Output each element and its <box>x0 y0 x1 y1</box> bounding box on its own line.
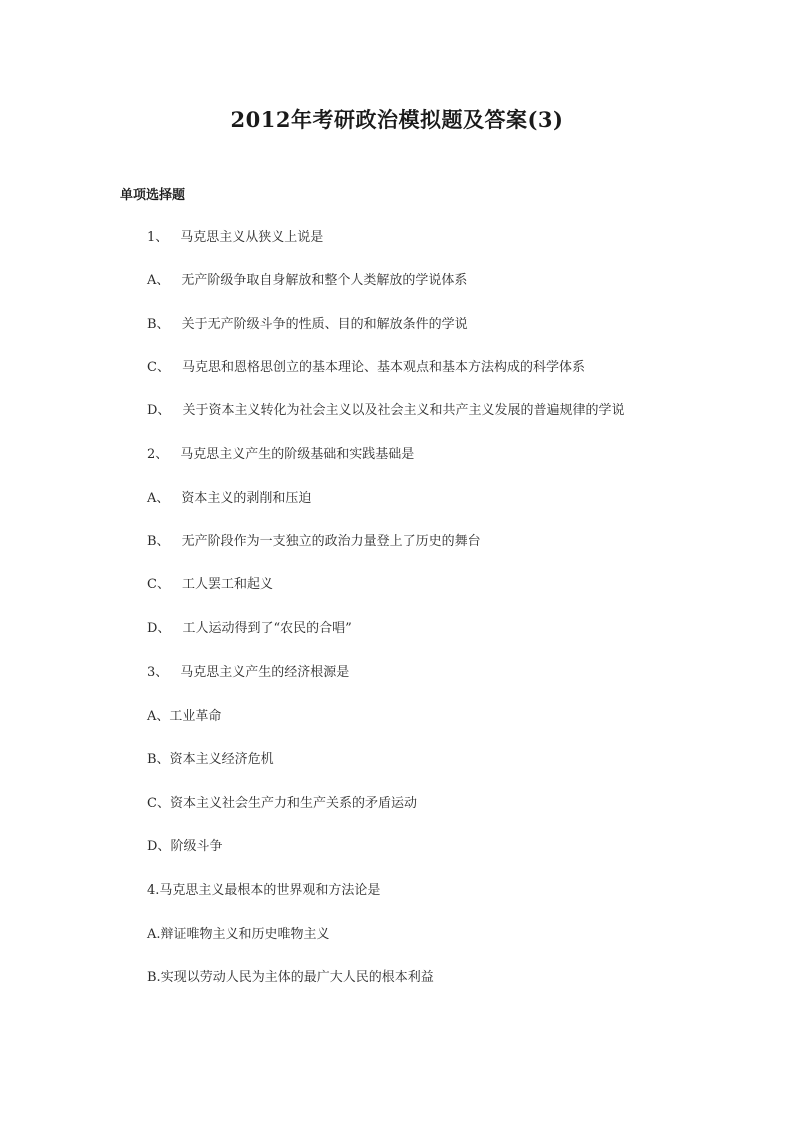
question-line <box>147 882 380 900</box>
item-marker: A. <box>147 927 161 942</box>
item-text: 资本主义社会生产力和生产关系的矛盾运动 <box>169 796 417 811</box>
option-line <box>147 402 624 420</box>
item-marker: D、 <box>147 621 171 636</box>
item-text: 工业革命 <box>169 709 222 724</box>
item-marker: B. <box>147 970 161 985</box>
option-line <box>147 620 352 638</box>
item-marker: C、 <box>147 796 170 811</box>
option-line <box>147 795 417 813</box>
document-title: 2012年考研政治模拟题及答案(3) <box>230 107 564 132</box>
option-line <box>147 708 221 726</box>
item-text: 阶级斗争 <box>170 839 223 854</box>
item-marker: 1、 <box>147 230 169 245</box>
item-text: 马克思主义产生的经济根源是 <box>180 665 350 680</box>
item-text: 资本主义经济危机 <box>169 752 274 767</box>
question-line <box>147 664 349 682</box>
item-text: 关于资本主义转化为社会主义以及社会主义和共产主义发展的普遍规律的学说 <box>182 403 625 418</box>
option-line <box>147 359 585 377</box>
item-marker: 4. <box>147 883 160 898</box>
question-line <box>147 446 414 464</box>
item-marker: B、 <box>147 752 170 767</box>
option-line <box>147 838 222 856</box>
option-line <box>147 751 274 769</box>
item-text: 工人运动得到了“农民的合唱” <box>182 621 352 636</box>
item-text: 资本主义的剥削和压迫 <box>181 491 312 506</box>
item-marker: C、 <box>147 577 170 592</box>
item-marker: A、 <box>147 273 170 288</box>
item-marker: A、 <box>147 491 170 506</box>
item-text: 马克思主义最根本的世界观和方法论是 <box>159 883 381 898</box>
item-text: 马克思主义从狭义上说是 <box>180 230 324 245</box>
item-text: 马克思主义产生的阶级基础和实践基础是 <box>180 447 415 462</box>
item-marker: D、 <box>147 403 171 418</box>
item-text: 实现以劳动人民为主体的最广大人民的根本利益 <box>160 970 434 985</box>
item-marker: 2、 <box>147 447 169 462</box>
item-marker: B、 <box>147 317 170 332</box>
item-marker: D、 <box>147 839 171 854</box>
item-marker: A、 <box>147 709 170 724</box>
item-marker: C、 <box>147 360 170 375</box>
option-line <box>147 316 468 334</box>
item-text: 工人罢工和起义 <box>181 577 273 592</box>
item-text: 无产阶级争取自身解放和整个人类解放的学说体系 <box>181 273 468 288</box>
option-line <box>147 969 434 987</box>
question-line <box>147 229 323 247</box>
item-text: 辩证唯物主义和历史唯物主义 <box>160 927 330 942</box>
option-line <box>147 490 311 508</box>
item-marker: 3、 <box>147 665 169 680</box>
item-text: 无产阶段作为一支独立的政治力量登上了历史的舞台 <box>181 534 481 549</box>
item-text: 关于无产阶级斗争的性质、目的和解放条件的学说 <box>181 317 468 332</box>
option-line <box>147 533 481 551</box>
item-marker: B、 <box>147 534 170 549</box>
option-line <box>147 272 467 290</box>
item-text: 马克思和恩格思创立的基本理论、基本观点和基本方法构成的科学体系 <box>181 360 585 375</box>
option-line <box>147 926 330 944</box>
section-heading: 单项选择题 <box>120 188 186 203</box>
option-line <box>147 576 273 594</box>
